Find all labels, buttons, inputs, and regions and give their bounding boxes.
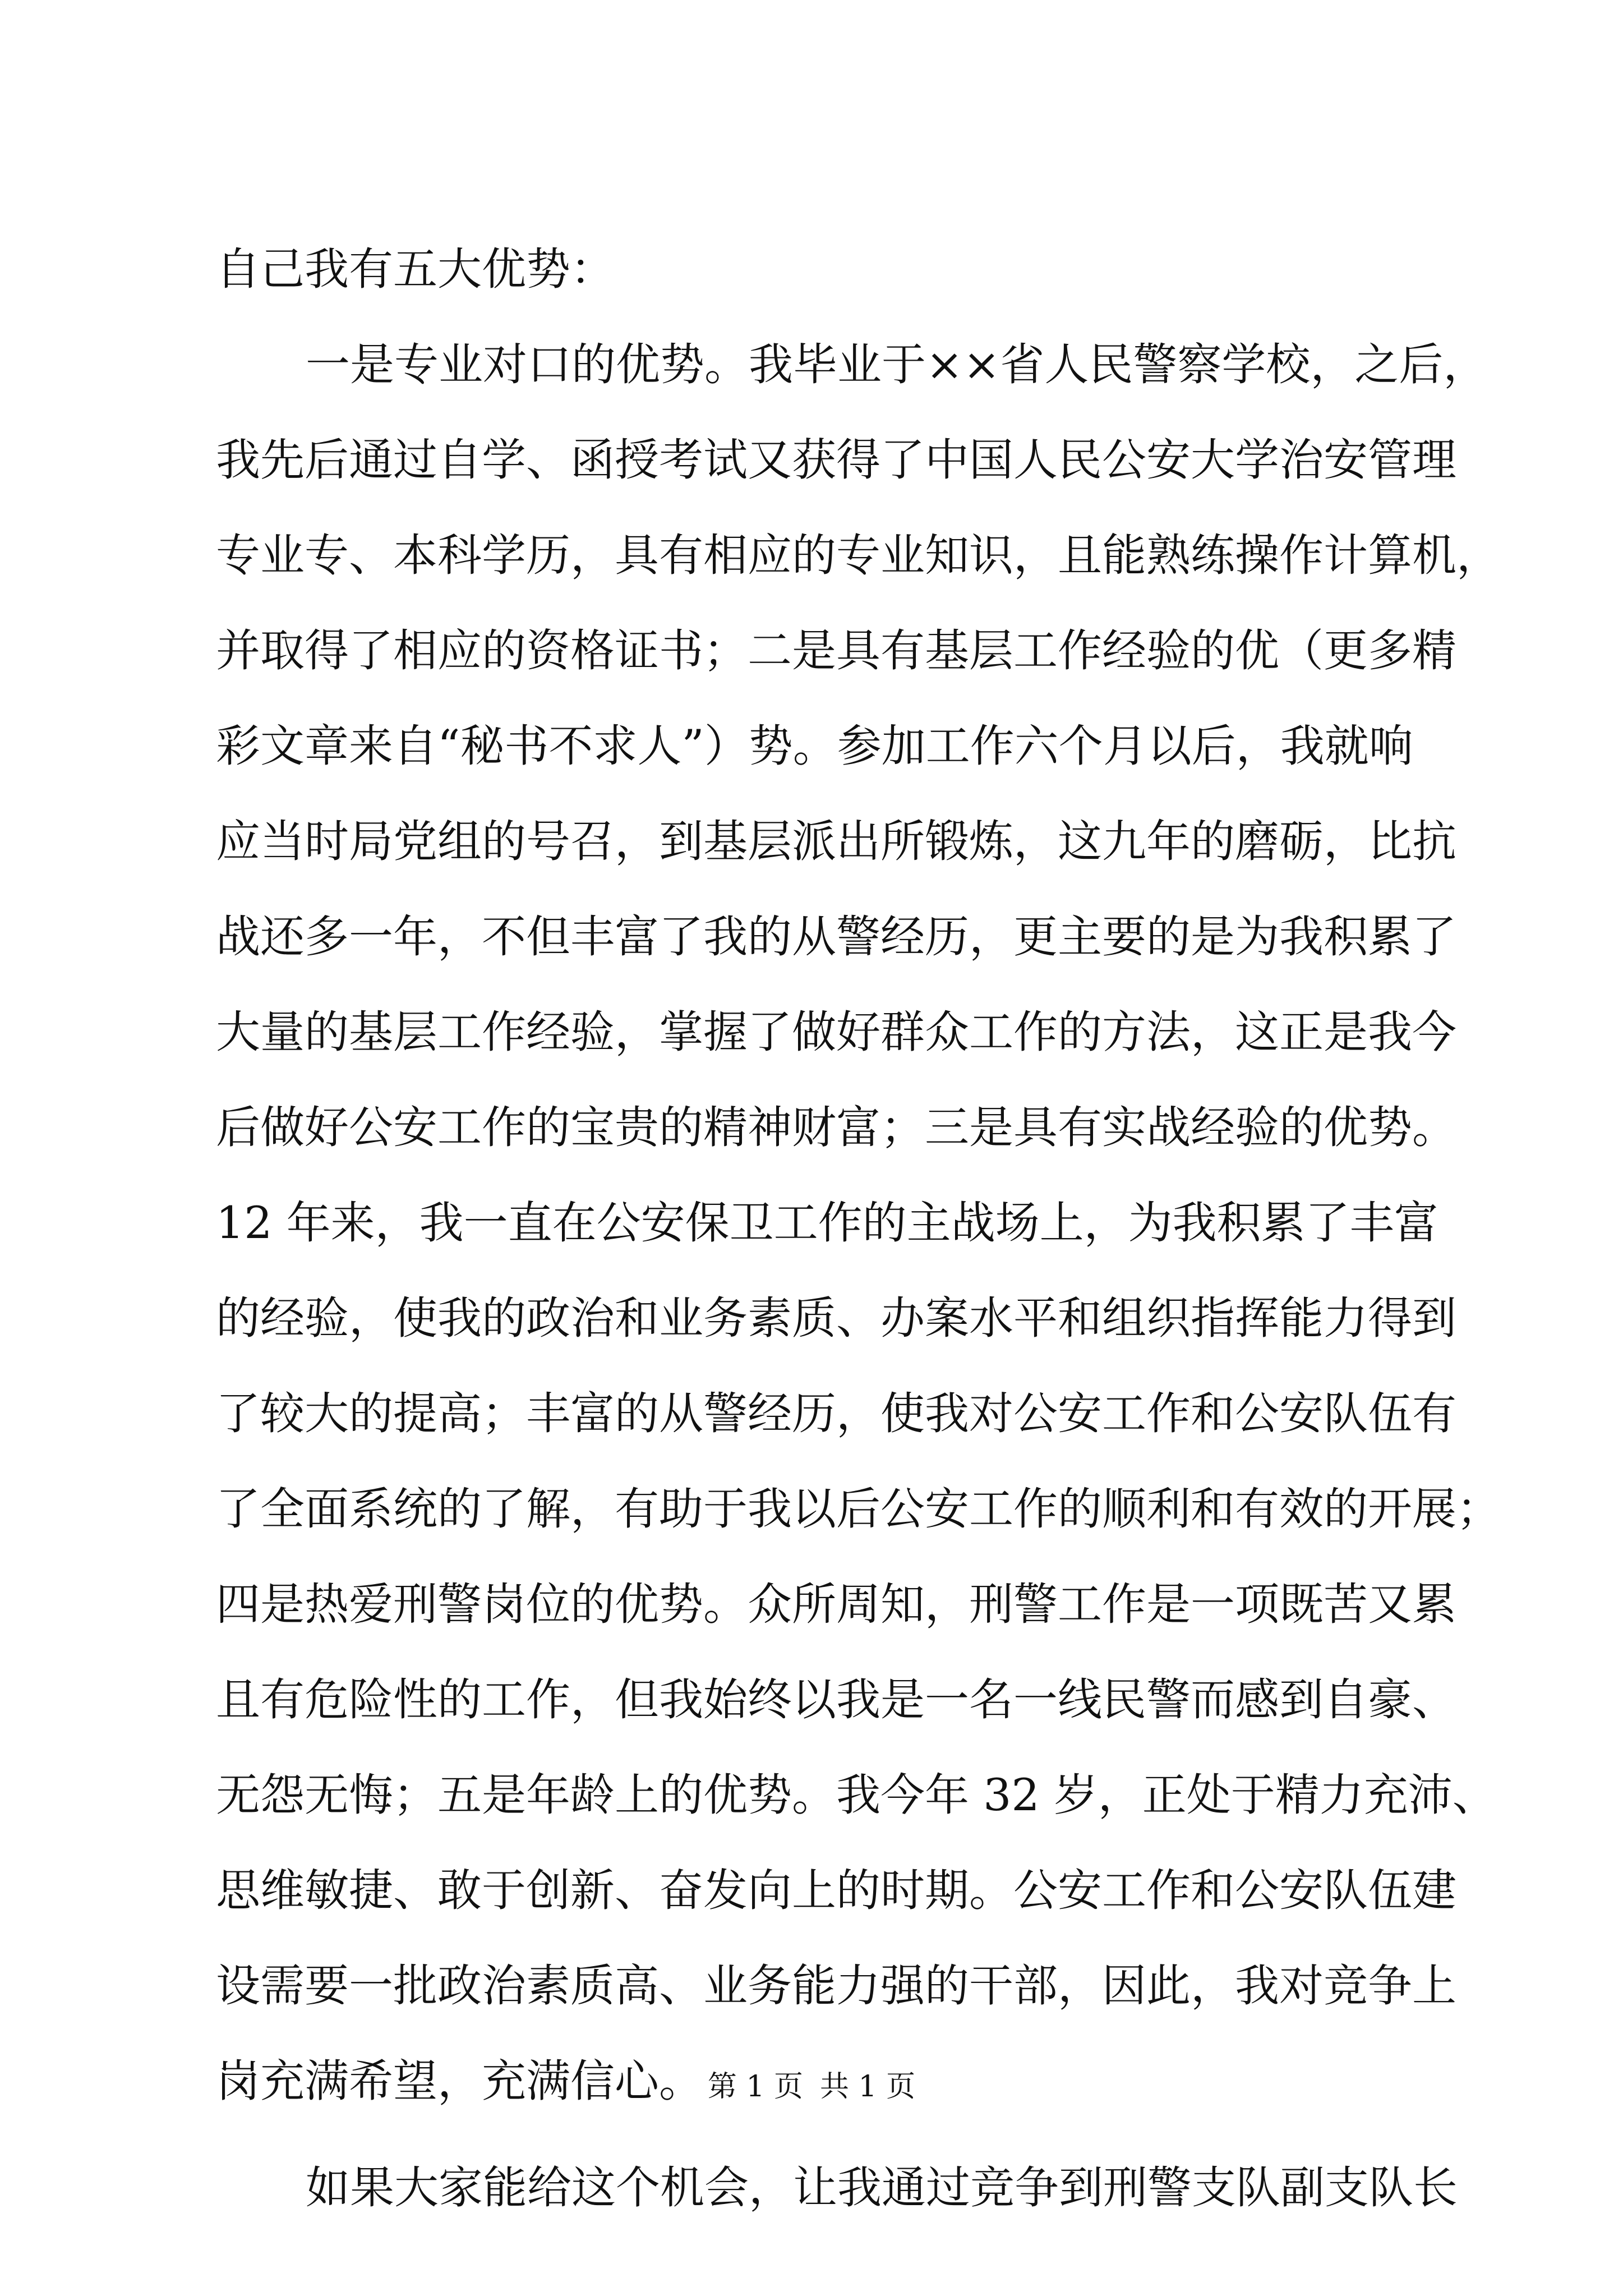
text-line: 的经验，使我的政治和业务素质、办案水平和组织指挥能力得到 xyxy=(216,1292,1456,1344)
text-line: 自己我有五大优势： xyxy=(216,243,615,295)
paragraph-start-line: 如果大家能给这个机会，让我通过竞争到刑警支队副支队长 xyxy=(306,2162,1458,2214)
text-line: 设需要一批政治素质高、业务能力强的干部，因此，我对竞争上 xyxy=(216,1960,1456,2012)
text-line: 专业专、本科学历，具有相应的专业知识，且能熟练操作计算机， xyxy=(216,530,1501,581)
text-line: 无怨无悔；五是年龄上的优势。我今年 32 岁，正处于精力充沛、 xyxy=(216,1769,1497,1821)
page-total: 共 1 页 xyxy=(820,2070,916,2104)
text-line: 了全面系统的了解，有助于我以后公安工作的顺利和有效的开展； xyxy=(216,1483,1501,1535)
text-line: 我先后通过自学、函授考试又获得了中国人民公安大学治安管理 xyxy=(216,434,1456,486)
text-line: 后做好公安工作的宝贵的精神财富；三是具有实战经验的优势。 xyxy=(216,1102,1456,1153)
paragraph-start-line: 一是专业对口的优势。我毕业于××省人民警察学校，之后， xyxy=(306,339,1488,390)
text-line: 12 年来，我一直在公安保卫工作的主战场上，为我积累了丰富 xyxy=(216,1197,1438,1249)
page-footer xyxy=(0,2064,1623,2109)
page-number: 第 1 页 xyxy=(707,2070,803,2104)
text-line: 大量的基层工作经验，掌握了做好群众工作的方法，这正是我今 xyxy=(216,1006,1456,1058)
text-line: 应当时局党组的号召，到基层派出所锻炼，这九年的磨砺，比抗 xyxy=(216,816,1456,867)
text-line: 并取得了相应的资格证书；二是具有基层工作经验的优（更多精 xyxy=(216,625,1456,677)
text-line: 了较大的提高；丰富的从警经历，使我对公安工作和公安队伍有 xyxy=(216,1388,1456,1439)
text-line: 且有危险性的工作，但我始终以我是一名一线民警而感到自豪、 xyxy=(216,1674,1456,1726)
text-line: 岗充满希望，充满信心。 xyxy=(216,2055,703,2107)
text-line: 四是热爱刑警岗位的优势。众所周知，刑警工作是一项既苦又累 xyxy=(216,1579,1456,1630)
text-line: 彩文章来自“秘书不求人”）势。参加工作六个月以后，我就响 xyxy=(216,720,1413,772)
text-line: 战还多一年，不但丰富了我的从警经历，更主要的是为我积累了 xyxy=(216,911,1456,963)
text-line: 思维敏捷、敢于创新、奋发向上的时期。公安工作和公安队伍建 xyxy=(216,1865,1456,1916)
